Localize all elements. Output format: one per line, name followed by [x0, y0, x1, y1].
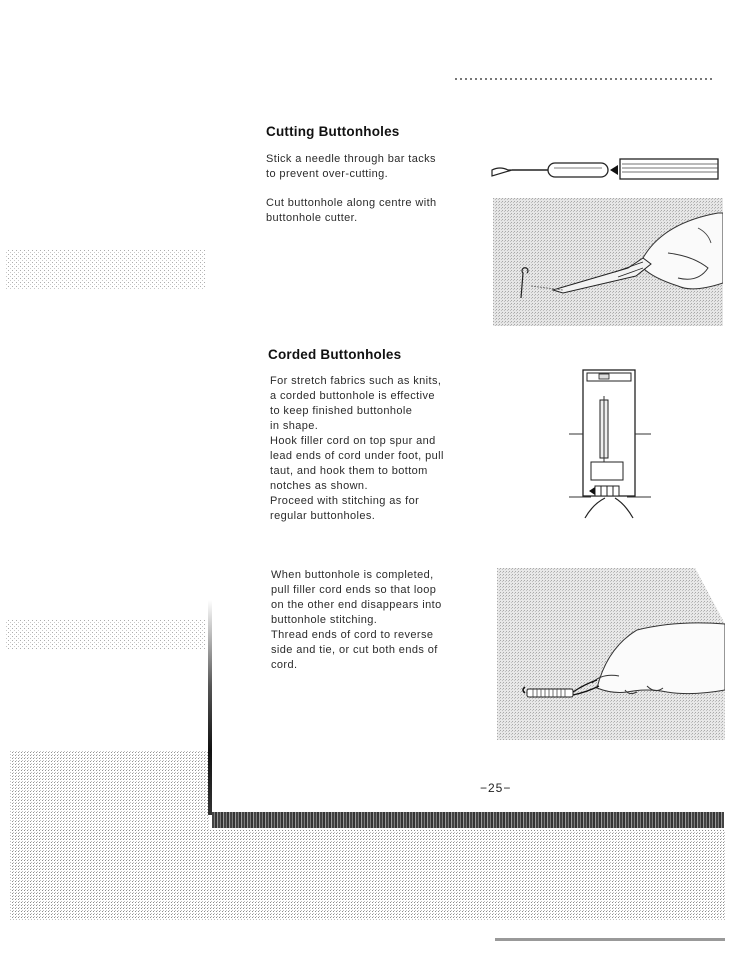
corded-paragraph-1: For stretch fabrics such as knits, a corded buttonhole is effective to keep finished buttonhole in shape. Hook filler cord on top spur and lead ends of cord under foot, pull taut, and hook them to bottom notches as shown. Proceed with stitching as for regular buttonholes. [270, 375, 444, 522]
scan-noise-bottom [0, 740, 738, 954]
cutting-paragraph-2: Cut buttonhole along centre with buttonhole cutter. [266, 197, 437, 224]
cutting-paragraph-1: Stick a needle through bar tacks to prevent over-cutting. [266, 153, 436, 180]
buttonhole-foot-diagram [565, 366, 655, 526]
dotted-top-mark [455, 78, 713, 80]
scan-noise-left [0, 230, 215, 320]
section-title-corded: Corded Buttonholes [268, 347, 402, 362]
seam-ripper-illustration [490, 150, 722, 190]
scan-noise-left-lower [0, 600, 210, 660]
pull-filler-cord-photo [497, 568, 725, 740]
section-title-cutting: Cutting Buttonholes [266, 124, 400, 139]
page-bottom-shadow [212, 812, 724, 828]
buttonhole-cutter-photo [493, 198, 723, 326]
page-number: −25− [480, 781, 512, 795]
page-edge-shadow [208, 600, 212, 815]
corded-paragraph-2: When buttonhole is completed, pull filler cord ends so that loop on the other end disappears into buttonhole stitching. Thread ends of cord to reverse side and tie, or cut both ends of cord. [271, 569, 442, 671]
